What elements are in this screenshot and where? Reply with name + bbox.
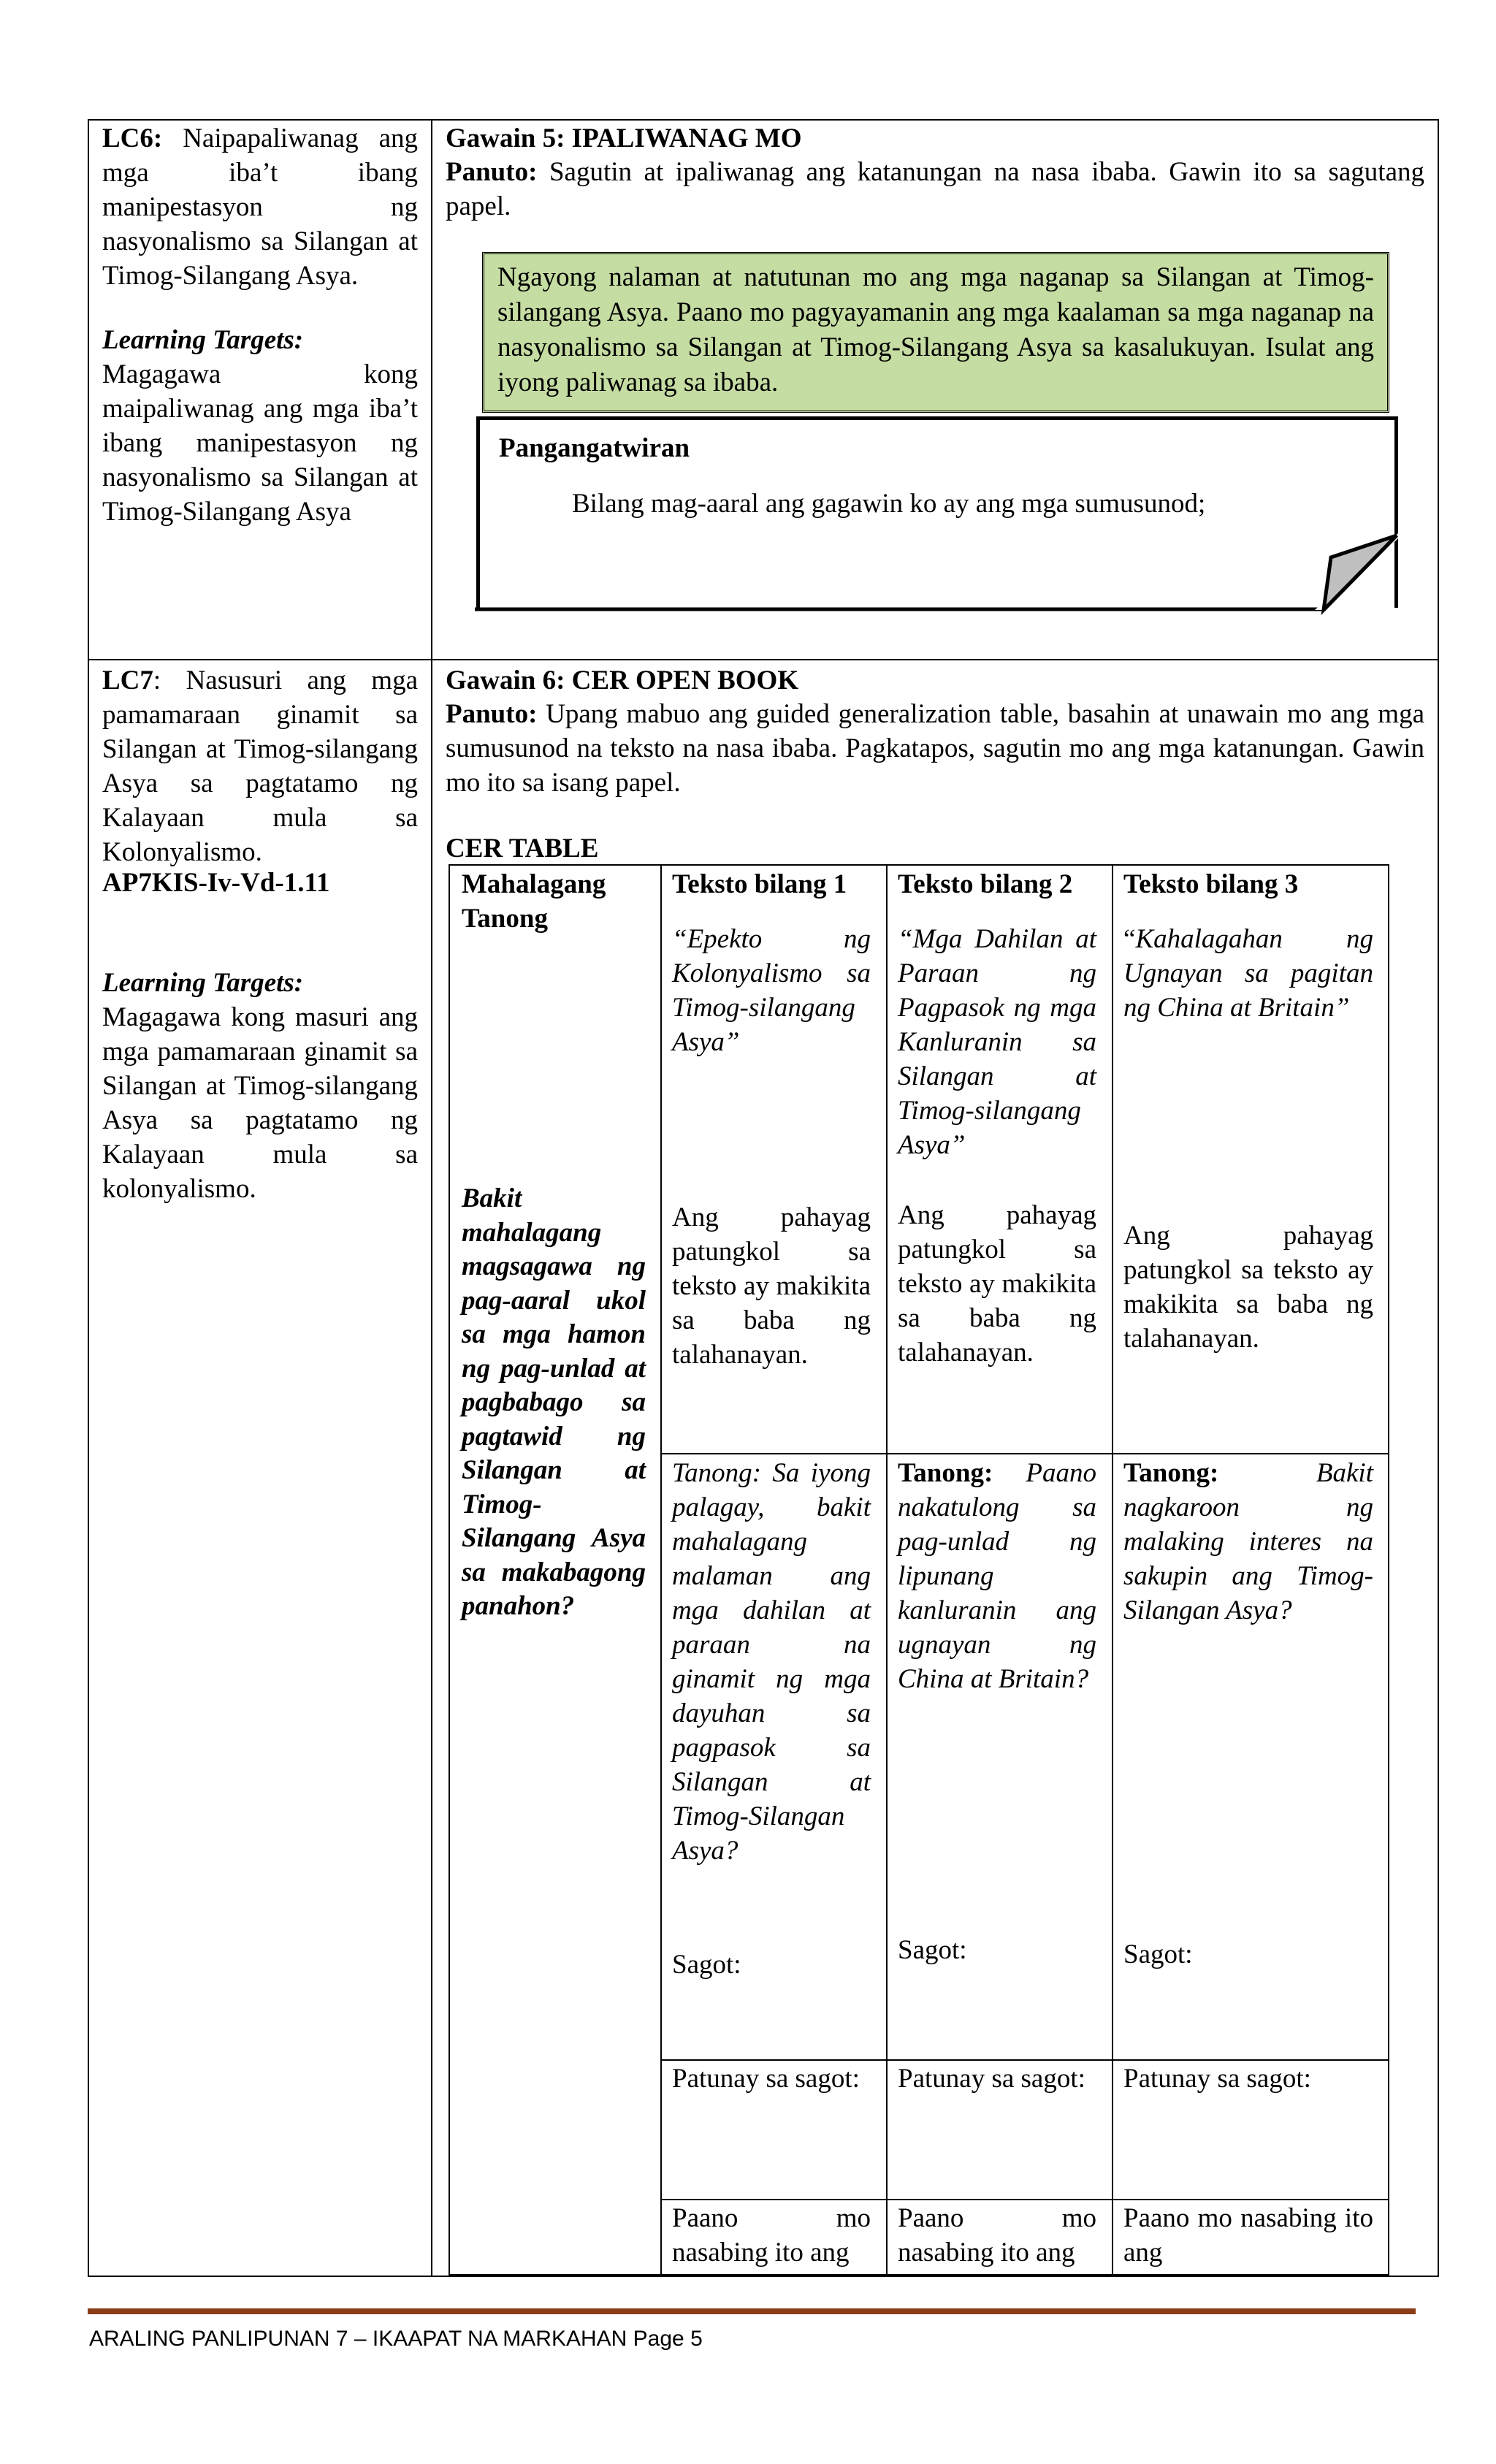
cer-essential-question: Bakit mahalagang magsagawa ng pag-aaral ukol sa mga hamon ng pag-unlad at pagbabago sa pagtawid ng Silangan at Timog-Silangang Asya sa makabagong panahon? — [462, 1183, 646, 1621]
gawain5-panuto — [446, 155, 1424, 224]
lc7-cell — [88, 659, 432, 2277]
cer-text2-tanong — [898, 1456, 1096, 1696]
cer-text1-header: Teksto bilang 1 — [672, 869, 847, 899]
cer-text3-header: Teksto bilang 3 — [1123, 869, 1299, 899]
cer-text2-patunay: Patunay sa sagot: — [898, 2064, 1085, 2094]
reflection-prompt-text: Ngayong nalaman at natutunan mo ang mga naganap sa Silangan at Timog-silangang Asya. Paano mo pagyayamanin ang mga kaalaman sa mga naganap na nasyonalismo sa Silangan at Timog-Silangang Asya sa kasalukuyan. Isulat ang iyong paliwanag sa ibaba. — [497, 262, 1374, 397]
cer-header-mahalagang-tanong: Mahalagang Tanong — [462, 869, 606, 934]
cer-text2-title: “Mga Dahilan at Paraan ng Pagpasok ng mga Kanluranin sa Silangan at Timog-silangang Asya” — [898, 924, 1096, 1160]
lc7-text — [102, 663, 418, 869]
lc6-learning-targets-text: Magagawa kong maipaliwanag ang mga iba’t ibang manipestasyon ng nasyonalismo sa Silangan at Timog-Silangang Asya — [102, 359, 418, 527]
lc6-text — [102, 121, 418, 293]
lc7-learning-targets-label: Learning Targets: — [102, 968, 304, 998]
cer-text3-tanong-label: Tanong: — [1123, 1458, 1219, 1488]
lc7-code: LC7 — [102, 665, 153, 695]
lc6-code: LC6: — [102, 123, 163, 153]
page-footer: ARALING PANLIPUNAN 7 – IKAAPAT NA MARKAHAN Page 5 — [89, 2327, 703, 2351]
cer-text2-paano: Paano mo nasabing ito ang — [898, 2203, 1096, 2267]
cer-text1-tanong-text: : Sa iyong palagay, bakit mahalagang malaman ang mga dahilan at paraan na ginamit ng mga dayuhan sa pagpasok sa Silangan at Timog-Silangan Asya? — [672, 1458, 871, 1866]
note-title: Pangangatwiran — [499, 433, 690, 463]
cer-text1-statement: Ang pahayag patungkol sa teksto ay makikita sa baba ng talahanayan. — [672, 1202, 871, 1370]
cer-text1-patunay: Patunay sa sagot: — [672, 2064, 860, 2094]
lc6-description: Naipapaliwanag ang mga iba’t ibang manipestasyon ng nasyonalismo sa Silangan at Timog-Silangang Asya. — [102, 123, 418, 291]
gawain5-title: Gawain 5: IPALIWANAG MO — [446, 123, 802, 153]
cer-text1-tanong — [672, 1456, 871, 1868]
lc7-competency-code: AP7KIS-Iv-Vd-1.11 — [102, 868, 330, 898]
cer-text2-tanong-text: Paano nakatulong sa pag-unlad ng lipunang kanluranin ang ugnayan ng China at Britain? — [898, 1458, 1096, 1694]
cer-text3-title-quote: “ — [1123, 924, 1136, 954]
cer-text2-tanong-label: Tanong: — [898, 1458, 993, 1488]
note-text: Bilang mag-aaral ang gagawin ko ay ang mga sumusunod; — [572, 489, 1206, 519]
lc7-description: : Nasusuri ang mga pamamaraan ginamit sa Silangan at Timog-silangang Asya sa pagtatamo ng Kalayaan mula sa Kolonyalismo. — [102, 665, 418, 867]
cer-text2-header: Teksto bilang 2 — [898, 869, 1073, 899]
cer-text1-sagot: Sagot: — [672, 1950, 741, 1980]
cer-text3-title-text: Kahalagahan ng Ugnayan sa pagitan ng China at Britain” — [1123, 924, 1373, 1023]
reflection-prompt-box — [482, 252, 1389, 413]
gawain6-panuto-text: Upang mabuo ang guided generalization table, basahin at unawain mo ang mga sumusunod na teksto na nasa ibaba. Pagkatapos, sagutin mo ang mga katanungan. Gawin mo ito sa isang papel. — [446, 699, 1424, 798]
cer-text3-tanong — [1123, 1456, 1373, 1628]
lc7-learning-targets-text: Magagawa kong masuri ang mga pamamaraan ginamit sa Silangan at Timog-silangang Asya sa pagtatamo ng Kalayaan mula sa kolonyalismo. — [102, 1002, 418, 1204]
cer-text2-statement: Ang pahayag patungkol sa teksto ay makikita sa baba ng talahanayan. — [898, 1200, 1096, 1368]
lc6-learning-targets-label: Learning Targets: — [102, 325, 304, 355]
cer-text3-patunay: Patunay sa sagot: — [1123, 2064, 1311, 2094]
gawain5-panuto-label: Panuto: — [446, 157, 538, 187]
cer-text3-title — [1123, 922, 1373, 1025]
cer-text1-tanong-label: Tanong — [672, 1458, 752, 1488]
cer-text3-paano: Paano mo nasabing ito ang — [1123, 2203, 1373, 2267]
cer-text2-sagot: Sagot: — [898, 1935, 967, 1965]
answer-note-outline — [471, 599, 1406, 628]
footer-rule — [88, 2308, 1416, 2314]
cer-table-label: CER TABLE — [446, 834, 599, 863]
cer-text1-title: “Epekto ng Kolonyalismo sa Timog-silangang Asya” — [672, 924, 871, 1057]
gawain6-title: Gawain 6: CER OPEN BOOK — [446, 665, 799, 695]
cer-text3-statement: Ang pahayag patungkol sa teksto ay makikita sa baba ng talahanayan. — [1123, 1221, 1373, 1354]
gawain6-panuto — [446, 697, 1424, 800]
gawain6-panuto-label: Panuto: — [446, 699, 538, 729]
page-curl-icon — [1315, 530, 1410, 617]
cer-text1-paano: Paano mo nasabing ito ang — [672, 2203, 871, 2267]
cer-text3-sagot: Sagot: — [1123, 1939, 1193, 1969]
cer-text3-tanong-text: Bakit nagkaroon ng malaking interes na sakupin ang Timog-Silangan Asya? — [1123, 1458, 1373, 1625]
gawain5-panuto-text: Sagutin at ipaliwanag ang katanungan na nasa ibaba. Gawin ito sa sagutang papel. — [446, 157, 1424, 221]
